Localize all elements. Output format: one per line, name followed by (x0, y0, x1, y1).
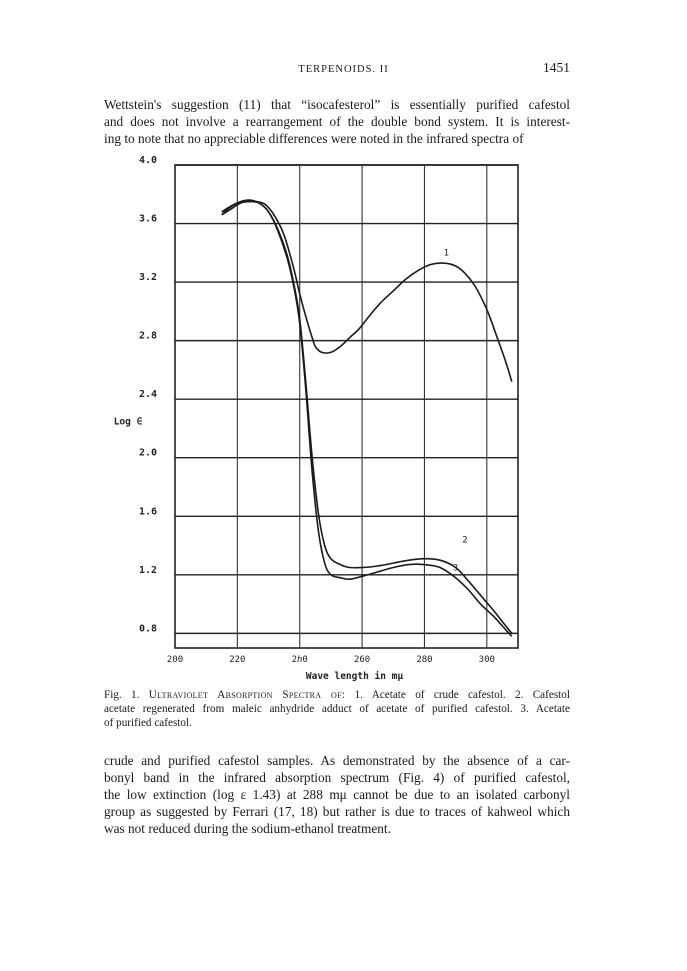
caption-line: acetate regenerated from maleic anhydride adduct of acetate of purified cafestol. 3. Acetate (104, 703, 570, 716)
plot-frame (175, 165, 518, 648)
y-tick-label: 2.0 (138, 447, 158, 459)
y-tick-label: 2.4 (138, 389, 158, 401)
x-tick-label: 260 (353, 655, 371, 665)
caption-title: Ultraviolet Absorption Spectra of: (148, 689, 346, 701)
chart-labels (114, 155, 495, 682)
x-tick-label: 220 (229, 655, 246, 665)
y-tick-label: 0.8 (138, 623, 158, 635)
caption-text: 1. Acetate of crude cafestol. 2. Cafestol (345, 689, 570, 701)
series-line-3 (222, 202, 512, 637)
y-tick-label: 4.0 (138, 155, 158, 166)
caption-line (104, 688, 570, 702)
x-tick-label: 300 (478, 655, 495, 665)
y-tick-label: 1.2 (138, 564, 158, 576)
paragraph-line: and does not involve a rearrangement of the double bond system. It is interest- (104, 114, 570, 129)
y-tick-label: 2.8 (138, 330, 158, 342)
running-head: TERPENOIDS. II (298, 64, 389, 75)
series-line-2 (222, 200, 512, 633)
paragraph-line: bonyl band in the infrared absorption spectrum (Fig. 4) of purified cafestol, (104, 770, 570, 785)
page-number: 1451 (543, 60, 570, 75)
figure-caption (104, 688, 570, 731)
x-tick-label: 2ℎ0 (291, 655, 308, 665)
x-axis-label: Wave length in mμ (305, 671, 404, 682)
paragraph-bottom (104, 752, 570, 837)
paragraph-line: the low extinction (log ε 1.43) at 288 mμ cannot be due to an isolated carbonyl (104, 787, 570, 802)
x-tick-label: 200 (166, 655, 184, 665)
y-tick-label: 3.6 (138, 213, 158, 225)
series-line-1 (222, 201, 512, 381)
paragraph-line: crude and purified cafestol samples. As demonstrated by the absence of a car- (104, 753, 570, 768)
y-tick-label: 3.2 (138, 272, 158, 284)
x-tick-label: 280 (416, 655, 433, 665)
curve-label-2: 2 (462, 535, 468, 546)
paragraph-line: Wettstein's suggestion (11) that “isocafesterol” is essentially purified cafestol (104, 97, 570, 112)
curve-label-3: 3 (452, 563, 459, 574)
paragraph-line: ing to note that no appreciable differences were noted in the infrared spectra of (104, 131, 524, 146)
paragraph-line: was not reduced during the sodium-ethanol treatment. (104, 821, 391, 836)
y-axis-label: Log ∈ (113, 416, 143, 428)
chart-series (222, 200, 512, 636)
chart-grid (175, 165, 518, 648)
curve-label-1: 1 (443, 248, 449, 259)
caption-line: of purified cafestol. (104, 717, 192, 730)
paragraph-line: group as suggested by Ferrari (17, 18) but rather is due to traces of kahweol which (104, 804, 570, 819)
y-tick-label: 1.6 (138, 506, 158, 518)
caption-label: Fig. 1. (104, 689, 140, 701)
